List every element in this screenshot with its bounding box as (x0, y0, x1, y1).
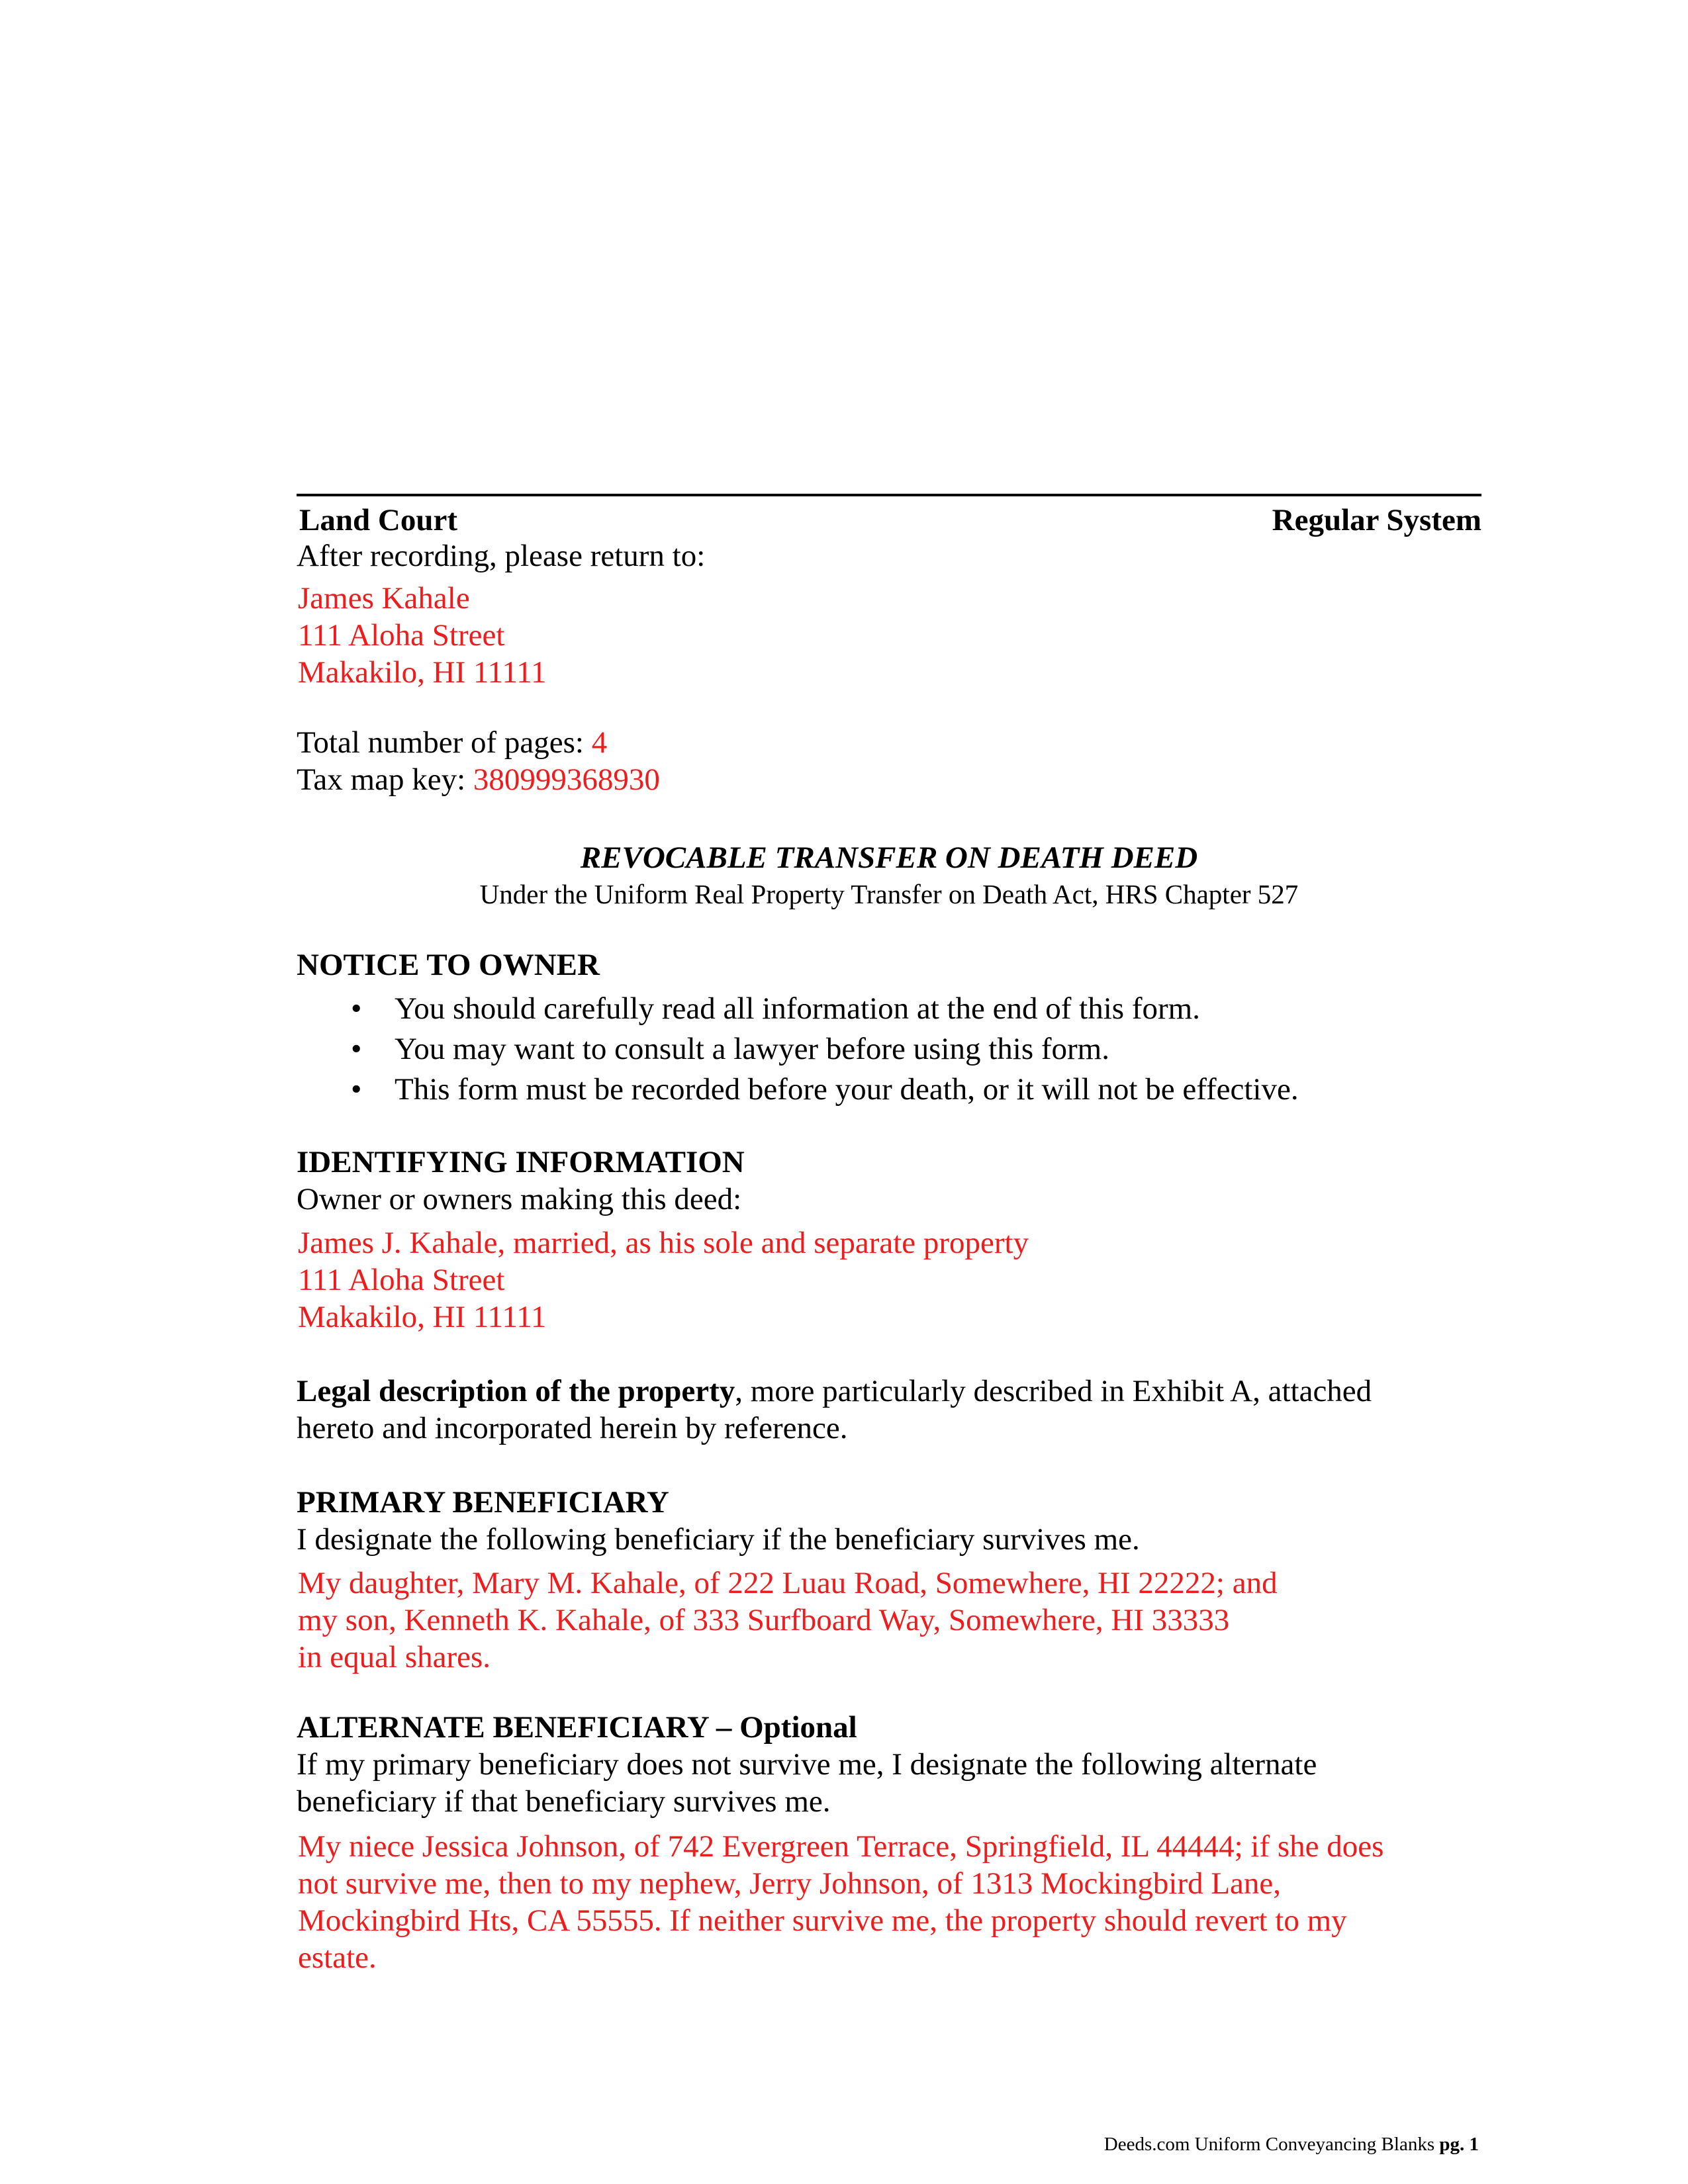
owner-line: James J. Kahale, married, as his sole and separate property (298, 1226, 1029, 1260)
page-number: pg. 1 (1439, 2134, 1479, 2155)
return-address-line: James Kahale (298, 581, 470, 615)
tax-map-key (297, 761, 660, 798)
return-address (298, 580, 547, 691)
page-footer (808, 2132, 1479, 2156)
notice-item: • You may want to consult a lawyer before using this form. (395, 1029, 1299, 1069)
primary-beneficiary-line: in equal shares. (298, 1640, 491, 1674)
deed-subtitle: Under the Uniform Real Property Transfer on Death Act, HRS Chapter 527 (479, 879, 1299, 909)
bullet-icon: • (351, 1072, 362, 1107)
bullet-icon: • (351, 991, 362, 1026)
deed-title: REVOCABLE TRANSFER ON DEATH DEED (580, 841, 1198, 875)
legal-description-text: hereto and incorporated herein by reference. (297, 1411, 848, 1445)
total-pages (297, 724, 607, 761)
primary-beneficiary-details (298, 1565, 1278, 1676)
notice-heading: NOTICE TO OWNER (297, 948, 600, 982)
owner-details (298, 1224, 1029, 1336)
legal-description-text: , more particularly described in Exhibit A, attached (735, 1374, 1372, 1408)
alternate-beneficiary-details (298, 1828, 1383, 1976)
alternate-beneficiary-heading: ALTERNATE BENEFICIARY – Optional (297, 1710, 857, 1745)
tax-map-key-label: Tax map key: (297, 762, 466, 797)
land-court-label: Land Court (299, 503, 457, 537)
total-pages-value: 4 (591, 725, 608, 760)
legal-description-label: Legal description of the property (297, 1374, 735, 1408)
owner-line: 111 Aloha Street (298, 1263, 505, 1297)
regular-system-label: Regular System (1272, 503, 1481, 537)
total-pages-label: Total number of pages: (297, 725, 584, 760)
alternate-beneficiary-line: Mockingbird Hts, CA 55555. If neither survive me, the property should revert to my (298, 1903, 1347, 1938)
alternate-beneficiary-line: not survive me, then to my nephew, Jerry Johnson, of 1313 Mockingbird Lane, (298, 1866, 1282, 1901)
primary-beneficiary-label: I designate the following beneficiary if the beneficiary survives me. (297, 1522, 1140, 1557)
notice-list (344, 989, 1299, 1110)
owner-line: Makakilo, HI 11111 (298, 1300, 547, 1334)
alternate-beneficiary-label: If my primary beneficiary does not survive me, I designate the following alternate beneficiary if that beneficiary survives me. (297, 1747, 1317, 1819)
bullet-icon: • (351, 1032, 362, 1066)
footer-text: Deeds.com Uniform Conveyancing Blanks (1103, 2134, 1440, 2155)
notice-item: • This form must be recorded before your death, or it will not be effective. (395, 1069, 1299, 1110)
owner-label: Owner or owners making this deed: (297, 1182, 742, 1216)
tax-map-key-value: 380999368930 (473, 762, 660, 797)
return-address-line: 111 Aloha Street (298, 618, 505, 653)
identifying-heading: IDENTIFYING INFORMATION (297, 1145, 745, 1179)
return-address-line: Makakilo, HI 11111 (298, 655, 547, 690)
primary-beneficiary-line: My daughter, Mary M. Kahale, of 222 Luau Road, Somewhere, HI 22222; and (298, 1566, 1278, 1600)
alternate-beneficiary-line: My niece Jessica Johnson, of 742 Evergreen Terrace, Springfield, IL 44444; if she does (298, 1829, 1384, 1864)
notice-item: • You should carefully read all information at the end of this form. (395, 989, 1299, 1029)
alternate-beneficiary-line: estate. (298, 1940, 377, 1975)
primary-beneficiary-line: my son, Kenneth K. Kahale, of 333 Surfboard Way, Somewhere, HI 33333 (298, 1603, 1230, 1637)
legal-description (297, 1373, 1372, 1447)
header-row (299, 500, 1481, 540)
header-rule (297, 494, 1481, 496)
return-to-label: After recording, please return to: (297, 539, 706, 573)
primary-beneficiary-heading: PRIMARY BENEFICIARY (297, 1485, 669, 1520)
